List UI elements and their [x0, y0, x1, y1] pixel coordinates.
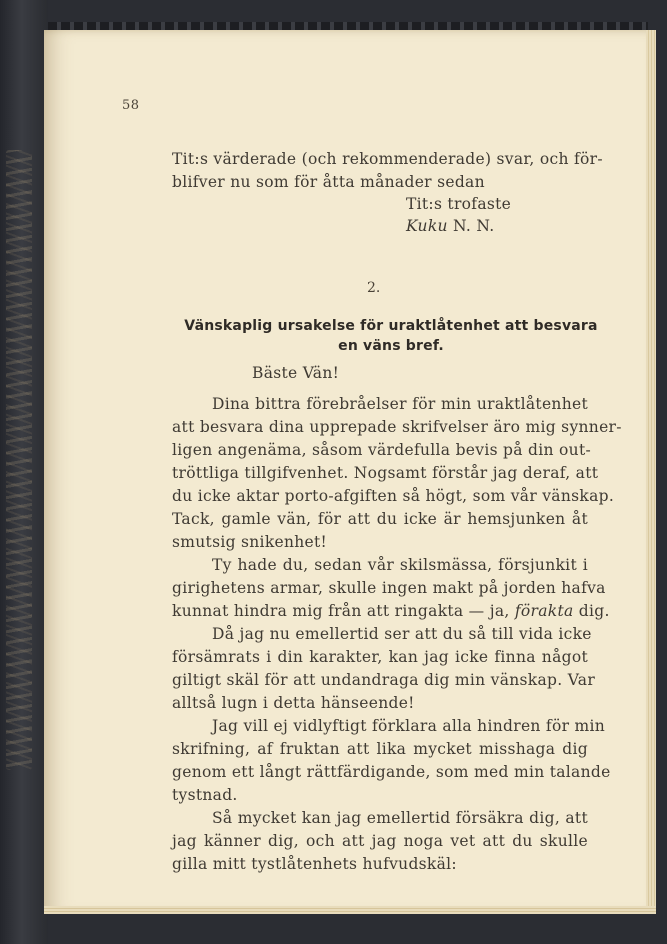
signature-initials: N. N. [447, 217, 495, 235]
text-segment: kunnat hindra mig från att ringakta — ja, [172, 602, 515, 620]
text-line: jag känner dig, och att jag noga vet att du skulle [172, 832, 588, 850]
text-line: tröttliga tillgifvenhet. Nogsamt förstår jag deraf, att [172, 464, 599, 482]
text-line: du icke aktar porto-afgiften så högt, som vår vänskap. [172, 487, 615, 505]
section-heading [172, 316, 610, 356]
text-line: blifver nu som för åtta månader sedan [172, 173, 485, 191]
page-number: 58 [122, 98, 140, 113]
text-line: Ty hade du, sedan vår skilsmässa, försjunkit i [212, 556, 588, 574]
signature-name-italic: Kuku [406, 217, 448, 235]
text-line: att besvara dina upprepade skrifvelser äro mig synner- [172, 418, 622, 436]
text-line [172, 600, 610, 623]
text-line: Dina bittra förebråelser för min uraktlåtenhet [212, 395, 588, 413]
text-line: girighetens armar, skulle ingen makt på jorden hafva [172, 579, 606, 597]
text-line: ligen angenäma, såsom värdefulla bevis på din out- [172, 441, 592, 459]
text-line: tystnad. [172, 786, 238, 804]
body-paragraph-2 [172, 554, 610, 623]
text-emphasis: förakta [514, 602, 574, 620]
text-line: Då jag nu emellertid ser att du så till vida icke [212, 625, 592, 643]
signature-block [406, 193, 526, 237]
text-line: alltså lugn i detta hänseende! [172, 694, 415, 712]
signature-closing: Tit:s trofaste [406, 195, 512, 213]
text-line: gilla mitt tystlåtenhets hufvudskäl: [172, 855, 457, 873]
heading-line: en väns bref. [338, 338, 444, 354]
signature-name [406, 215, 526, 237]
body-paragraph-5 [172, 807, 588, 876]
text-line: Så mycket kan jag emellertid försäkra dig, att [212, 809, 588, 827]
section-number: 2. [367, 280, 381, 296]
marbled-cover-edge [6, 150, 32, 770]
book-binding [0, 0, 48, 944]
opening-paragraph [172, 148, 603, 194]
text-line: skrifning, af fruktan att lika mycket misshaga dig [172, 740, 588, 758]
body-paragraph-4 [172, 715, 611, 807]
text-segment: dig. [573, 602, 610, 620]
text-line: Tit:s värderade (och rekommenderade) svar, och för- [172, 150, 603, 168]
text-line: genom ett långt rättfärdigande, som med min talande [172, 763, 611, 781]
text-line: giltigt skäl för att undandraga dig min vänskap. Var [172, 671, 596, 689]
letter-greeting: Bäste Vän! [252, 364, 340, 382]
text-line: försämrats i din karakter, kan jag icke finna något [172, 648, 588, 666]
text-line: Tack, gamle vän, för att du icke är hemsjunken åt [172, 510, 588, 528]
text-line: Jag vill ej vidlyftigt förklara alla hindren för min [212, 717, 606, 735]
body-paragraph-1 [172, 393, 622, 554]
page-fore-edge [646, 30, 656, 914]
page-bottom-edge [44, 906, 656, 914]
heading-line: Vänskaplig ursakelse för uraktlåtenhet att besvara [184, 318, 598, 334]
text-line: smutsig snikenhet! [172, 533, 328, 551]
body-paragraph-3 [172, 623, 596, 715]
